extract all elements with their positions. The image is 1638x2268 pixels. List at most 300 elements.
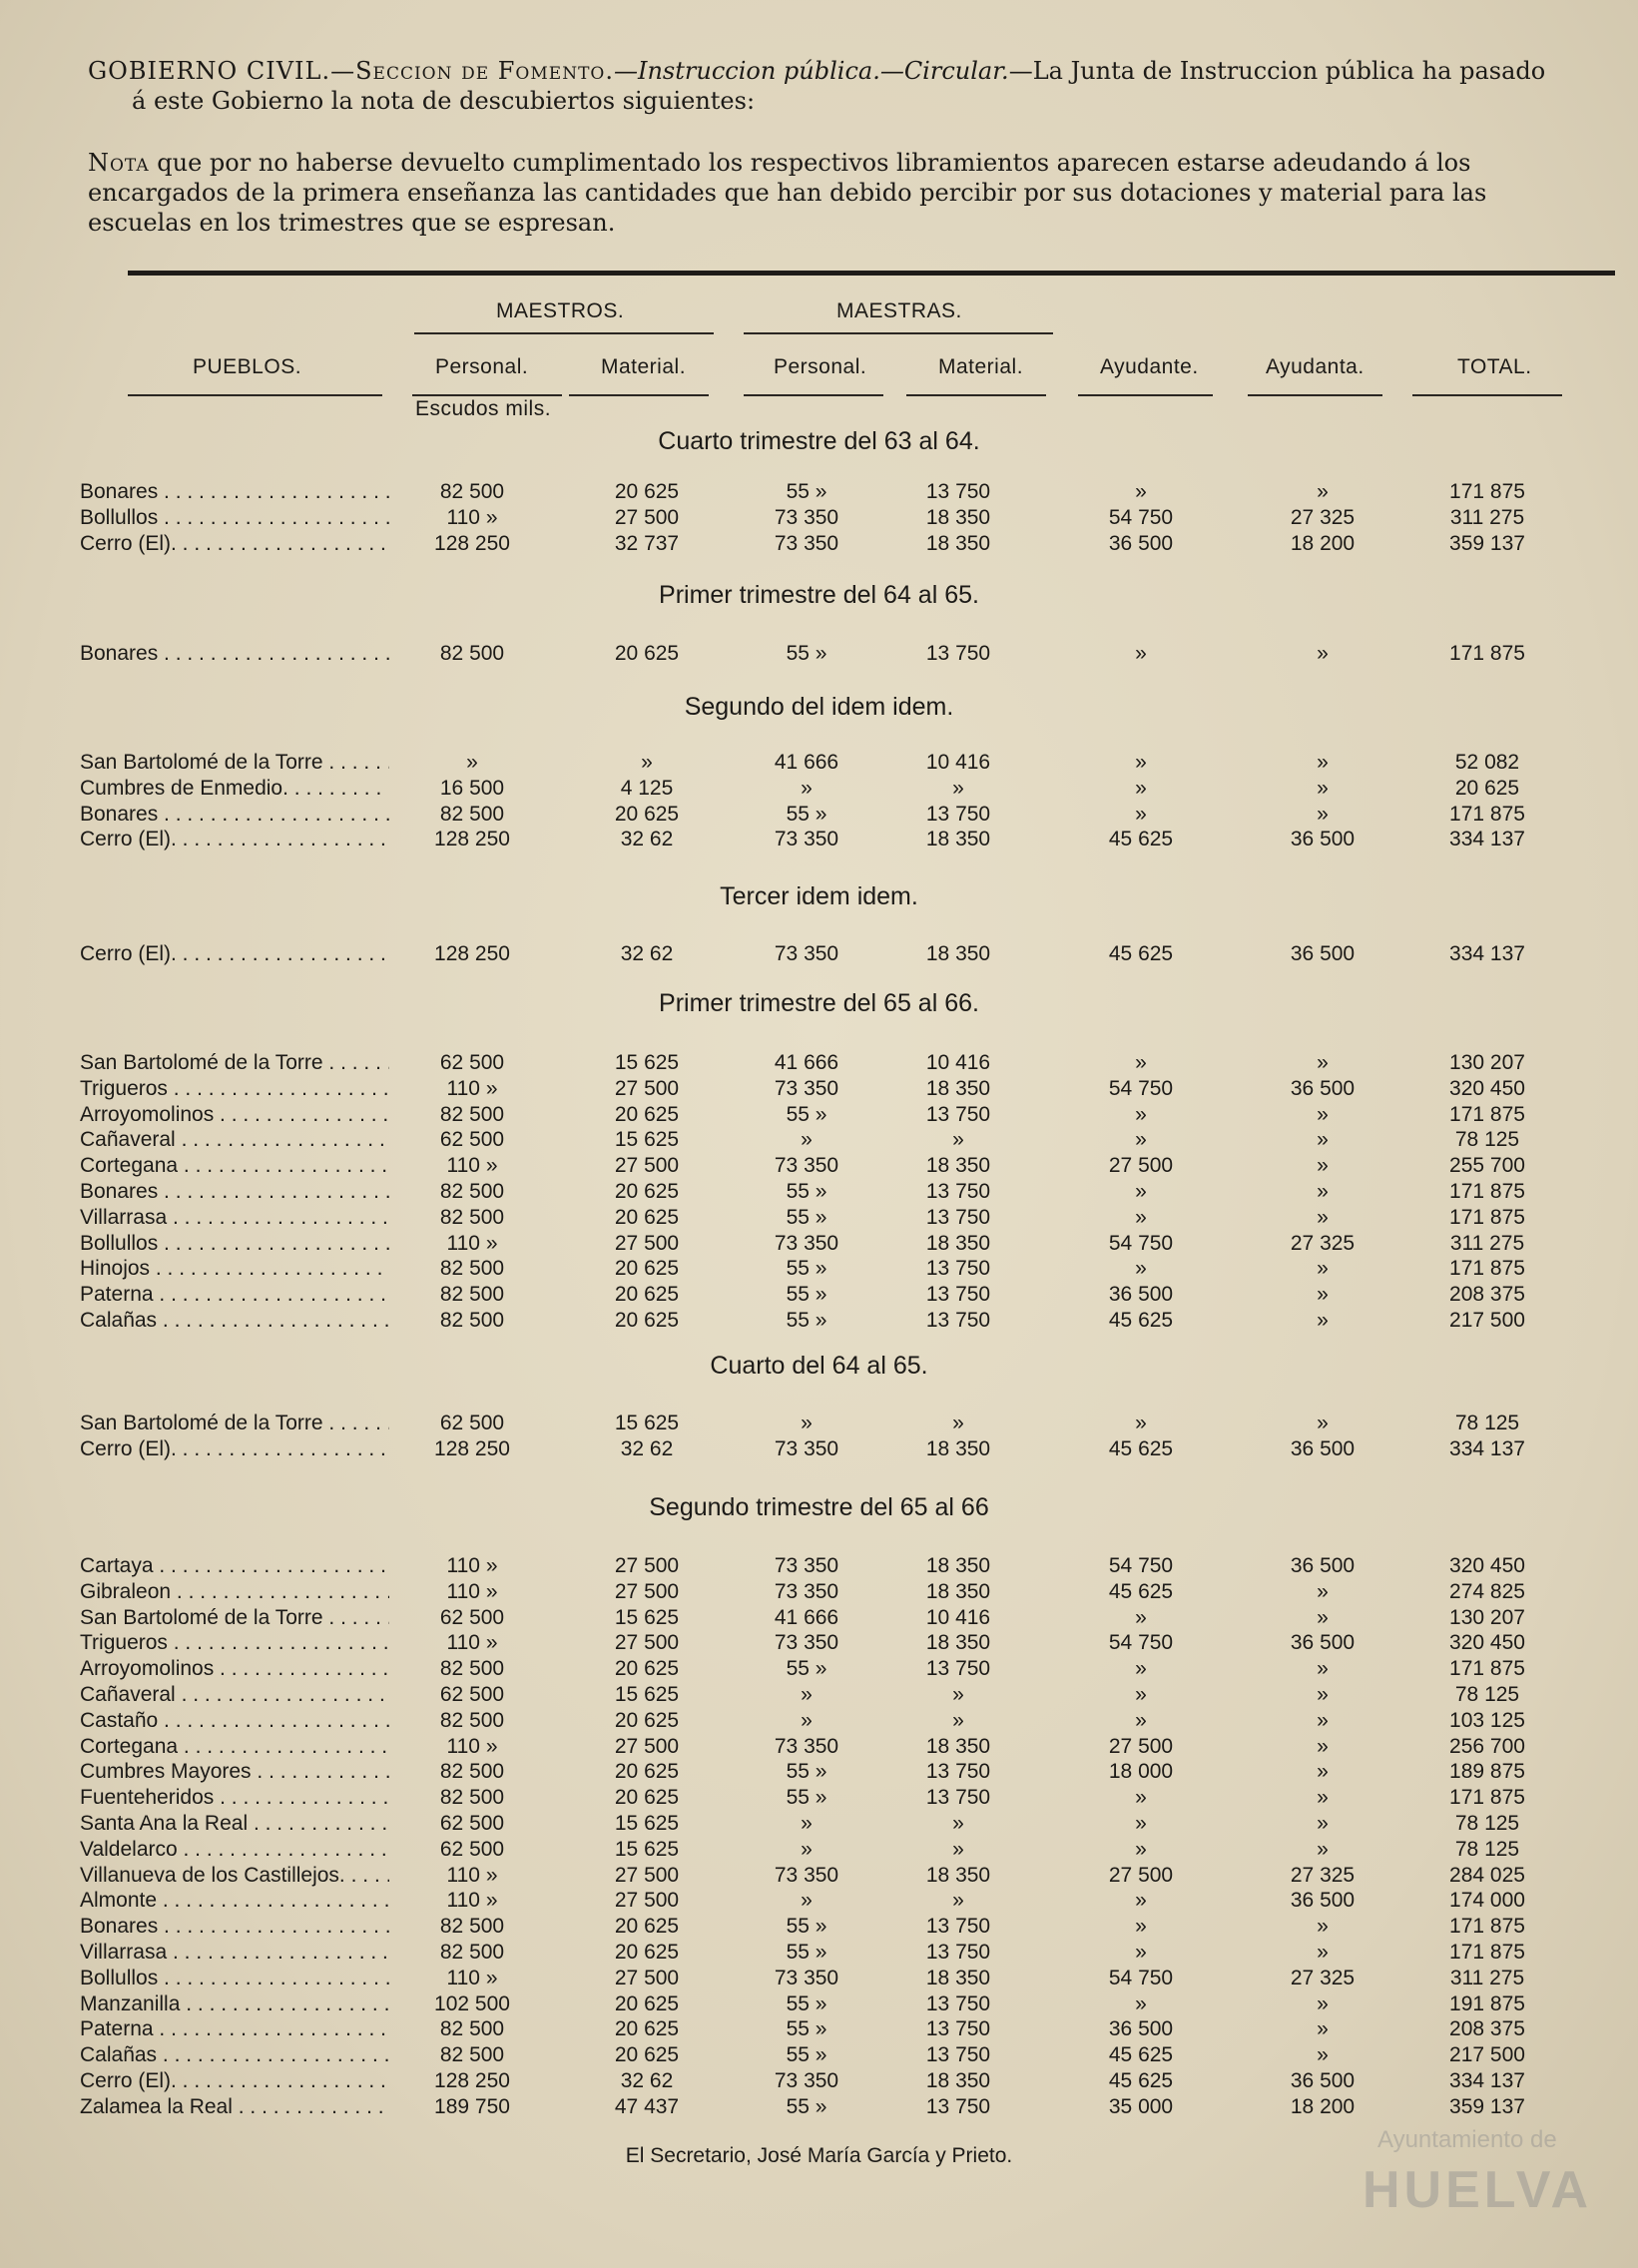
header-ayudante: Ayudante. <box>1100 355 1199 378</box>
intro-text-1: —La Junta de Instruccion pública ha pasado <box>1008 57 1546 85</box>
cell-town-name: San Bartolomé de la Torre . . . <box>80 1412 389 1435</box>
cell-ayudante: » <box>1135 1812 1147 1835</box>
table-row <box>0 1889 1638 1913</box>
cell-ayudante: » <box>1135 1206 1147 1229</box>
cell-ayudante: 54 750 <box>1108 1967 1174 1989</box>
cell-maestros-material: 27 500 <box>614 1967 680 1989</box>
cell-town-name: Cañaveral . . . <box>80 1128 389 1152</box>
cell-ayudanta: 18 200 <box>1290 2095 1356 2118</box>
cell-town-name: Valdelarco . . . <box>80 1838 389 1862</box>
cell-ayudanta: » <box>1317 1657 1329 1680</box>
cell-maestras-personal: 41 666 <box>774 1606 839 1629</box>
table-row <box>0 1257 1638 1281</box>
cell-total: 171 875 <box>1449 1786 1525 1809</box>
cell-ayudanta: 18 200 <box>1290 532 1356 555</box>
intro-section: Seccion de Fomento. <box>355 57 614 85</box>
cell-maestras-material: 13 750 <box>925 1180 991 1203</box>
cell-maestros-material: 15 625 <box>614 1128 680 1151</box>
cell-total: 334 137 <box>1449 942 1525 965</box>
cell-town-name: Bonares . . . <box>80 480 389 504</box>
header-total: TOTAL. <box>1457 355 1532 378</box>
cell-total: 255 700 <box>1449 1154 1525 1177</box>
cell-maestras-personal: 73 350 <box>774 1735 839 1758</box>
cell-town-name: Paterna . . . <box>80 2017 389 2041</box>
header-material-maestras: Material. <box>938 355 1024 378</box>
cell-maestras-material: 13 750 <box>925 1760 991 1783</box>
table-row <box>0 1941 1638 1965</box>
cell-maestros-personal: 82 500 <box>439 1915 505 1938</box>
cell-maestros-personal: 62 500 <box>439 1683 505 1706</box>
cell-maestros-personal: 102 500 <box>434 1992 510 2015</box>
cell-total: 359 137 <box>1449 2095 1525 2118</box>
cell-town-name: Trigueros . . . <box>80 1631 389 1655</box>
cell-ayudanta: 36 500 <box>1290 1889 1356 1912</box>
cell-maestros-personal: 82 500 <box>439 1206 505 1229</box>
cell-ayudante: 36 500 <box>1108 532 1174 555</box>
cell-town-name: San Bartolomé de la Torre . . . <box>80 1606 389 1630</box>
table-row <box>0 1735 1638 1759</box>
cell-maestros-material: 20 625 <box>614 1309 680 1332</box>
cell-ayudanta: » <box>1317 1128 1329 1151</box>
cell-maestros-personal: 62 500 <box>439 1838 505 1861</box>
cell-maestras-material: 18 350 <box>925 532 991 555</box>
cell-town-name: San Bartolomé de la Torre . . . <box>80 751 389 775</box>
cell-ayudante: 35 000 <box>1108 2095 1174 2118</box>
cell-maestras-material: 13 750 <box>925 1103 991 1126</box>
cell-ayudanta: » <box>1317 1580 1329 1603</box>
table-row <box>0 2095 1638 2119</box>
table-row <box>0 1631 1638 1655</box>
cell-maestras-material: 13 750 <box>925 2043 991 2066</box>
table-row <box>0 777 1638 801</box>
cell-maestros-personal: 82 500 <box>439 2017 505 2040</box>
cell-ayudanta: » <box>1317 1412 1329 1434</box>
cell-ayudanta: » <box>1317 1915 1329 1938</box>
header-personal-maestras: Personal. <box>774 355 867 378</box>
intro-lead: GOBIERNO CIVIL.— <box>88 57 356 85</box>
cell-ayudanta: 36 500 <box>1290 1077 1356 1100</box>
cell-maestros-material: 15 625 <box>614 1838 680 1861</box>
cell-maestros-material: 15 625 <box>614 1051 680 1074</box>
table-row <box>0 1709 1638 1733</box>
table-row <box>0 1760 1638 1784</box>
cell-ayudanta: » <box>1317 1812 1329 1835</box>
cell-maestros-material: 15 625 <box>614 1606 680 1629</box>
cell-town-name: San Bartolomé de la Torre . . . <box>80 1051 389 1075</box>
cell-town-name: Bonares . . . <box>80 1915 389 1939</box>
cell-maestros-personal: 128 250 <box>434 532 510 555</box>
cell-ayudante: 45 625 <box>1108 2069 1174 2092</box>
cell-maestros-personal: 110 » <box>446 1889 498 1912</box>
cell-maestras-material: 18 350 <box>925 1232 991 1255</box>
cell-maestros-material: 27 500 <box>614 1631 680 1654</box>
cell-maestros-material: 20 625 <box>614 642 680 665</box>
table-row <box>0 1051 1638 1075</box>
cell-maestras-personal: 73 350 <box>774 942 839 965</box>
cell-town-name: Cartaya . . . <box>80 1554 389 1578</box>
cell-maestras-personal: 55 » <box>786 1309 827 1332</box>
cell-ayudanta: » <box>1317 642 1329 665</box>
cell-ayudanta: » <box>1317 751 1329 774</box>
cell-ayudante: » <box>1135 642 1147 665</box>
cell-maestras-material: 13 750 <box>925 642 991 665</box>
cell-maestras-personal: 55 » <box>786 1786 827 1809</box>
table-row <box>0 1812 1638 1836</box>
cell-maestras-personal: 55 » <box>786 1992 827 2015</box>
cell-ayudanta: 36 500 <box>1290 828 1356 850</box>
cell-maestras-personal: 73 350 <box>774 1077 839 1100</box>
section-title: Cuarto del 64 al 65. <box>710 1352 928 1380</box>
table-row <box>0 1606 1638 1630</box>
cell-town-name: Cortegana . . . <box>80 1735 389 1759</box>
cell-maestros-material: 20 625 <box>614 1257 680 1280</box>
cell-town-name: Fuenteheridos . . . <box>80 1786 389 1810</box>
cell-maestros-material: 20 625 <box>614 803 680 826</box>
watermark-line-1: Ayuntamiento de <box>1377 2126 1557 2153</box>
table-row <box>0 506 1638 530</box>
table-row <box>0 1580 1638 1604</box>
section-title: Segundo del idem idem. <box>684 693 954 721</box>
cell-ayudante: » <box>1135 1257 1147 1280</box>
watermark-logo <box>1358 2126 1593 2236</box>
table-row <box>0 1838 1638 1862</box>
cell-maestros-personal: 110 » <box>446 1967 498 1989</box>
cell-total: 274 825 <box>1449 1580 1525 1603</box>
cell-maestras-personal: 73 350 <box>774 1967 839 1989</box>
cell-maestros-material: 27 500 <box>614 1554 680 1577</box>
cell-maestras-personal: 55 » <box>786 2043 827 2066</box>
cell-maestras-personal: 73 350 <box>774 1437 839 1460</box>
cell-ayudante: » <box>1135 1786 1147 1809</box>
cell-maestras-material: 13 750 <box>925 1657 991 1680</box>
cell-maestras-material: 18 350 <box>925 1154 991 1177</box>
cell-maestros-material: 32 62 <box>620 828 674 850</box>
cell-maestros-material: 20 625 <box>614 1760 680 1783</box>
cell-maestros-material: 20 625 <box>614 1283 680 1306</box>
cell-total: 52 082 <box>1454 751 1520 774</box>
cell-ayudanta: » <box>1317 1283 1329 1306</box>
cell-ayudante: 54 750 <box>1108 1232 1174 1255</box>
note-text: que por no haberse devuelto cumplimentado los respectivos libramientos aparecen estarse adeudando á los encargados de la primera enseñanza las cantidades que han debido percibir por sus dotaciones y material para las escuelas en los trimestres que se espresan. <box>88 149 1487 237</box>
cell-maestros-personal: 82 500 <box>439 1283 505 1306</box>
cell-ayudanta: » <box>1317 1606 1329 1629</box>
table-row <box>0 1554 1638 1578</box>
cell-total: 284 025 <box>1449 1864 1525 1887</box>
cell-ayudanta: 27 325 <box>1290 1232 1356 1255</box>
cell-ayudanta: 36 500 <box>1290 2069 1356 2092</box>
cell-ayudante: » <box>1135 1412 1147 1434</box>
table-row <box>0 1437 1638 1461</box>
cell-maestras-personal: 55 » <box>786 1206 827 1229</box>
cell-maestras-material: 13 750 <box>925 1283 991 1306</box>
cell-ayudante: » <box>1135 751 1147 774</box>
cell-total: 78 125 <box>1454 1838 1520 1861</box>
section-title: Tercer idem idem. <box>720 882 918 910</box>
cell-maestros-personal: 128 250 <box>434 1437 510 1460</box>
cell-total: 174 000 <box>1449 1889 1525 1912</box>
cell-town-name: Paterna . . . <box>80 1283 389 1307</box>
cell-maestros-material: 27 500 <box>614 1077 680 1100</box>
cell-ayudante: » <box>1135 777 1147 800</box>
cell-maestras-personal: 55 » <box>786 1657 827 1680</box>
header-maestras: MAESTRAS. <box>836 299 962 322</box>
table-row <box>0 942 1638 966</box>
cell-total: 334 137 <box>1449 2069 1525 2092</box>
cell-town-name: Bonares . . . <box>80 1180 389 1204</box>
cell-maestros-material: 47 437 <box>614 2095 680 2118</box>
cell-ayudante: 45 625 <box>1108 1309 1174 1332</box>
header-personal-maestros: Personal. <box>435 355 529 378</box>
cell-maestros-material: 4 125 <box>620 777 674 800</box>
cell-maestros-personal: 82 500 <box>439 803 505 826</box>
note-lead: Nota <box>88 149 150 177</box>
cell-ayudante: » <box>1135 803 1147 826</box>
cell-ayudanta: 36 500 <box>1290 1554 1356 1577</box>
table-row <box>0 1077 1638 1101</box>
cell-maestros-material: 27 500 <box>614 1232 680 1255</box>
cell-maestras-personal: 41 666 <box>774 1051 839 1074</box>
cell-ayudanta: » <box>1317 1992 1329 2015</box>
header-maestros: MAESTROS. <box>496 299 625 322</box>
cell-ayudanta: 27 325 <box>1290 1864 1356 1887</box>
cell-maestros-personal: » <box>466 751 478 774</box>
cell-total: 256 700 <box>1449 1735 1525 1758</box>
cell-total: 217 500 <box>1449 1309 1525 1332</box>
cell-total: 171 875 <box>1449 803 1525 826</box>
table-row <box>0 1915 1638 1939</box>
cell-maestros-personal: 82 500 <box>439 1103 505 1126</box>
cell-town-name: Trigueros . . . <box>80 1077 389 1101</box>
cell-town-name: Arroyomolinos . . . <box>80 1657 389 1681</box>
cell-maestros-personal: 82 500 <box>439 1941 505 1964</box>
cell-town-name: Cerro (El). . . . <box>80 942 389 966</box>
section-title: Primer trimestre del 65 al 66. <box>659 989 979 1017</box>
cell-town-name: Bonares . . . <box>80 642 389 666</box>
cell-maestros-personal: 82 500 <box>439 1760 505 1783</box>
intro-text-1-rest: á este Gobierno la nota de descubiertos siguientes: <box>132 87 756 115</box>
table-row <box>0 1128 1638 1152</box>
table-row <box>0 1786 1638 1810</box>
cell-maestras-personal: 73 350 <box>774 1232 839 1255</box>
table-row <box>0 803 1638 827</box>
cell-maestros-personal: 110 » <box>446 1735 498 1758</box>
cell-town-name: Castaño . . . <box>80 1709 389 1733</box>
cell-ayudante: » <box>1135 1606 1147 1629</box>
table-row <box>0 1283 1638 1307</box>
cell-maestras-personal: 55 » <box>786 803 827 826</box>
cell-maestros-material: 15 625 <box>614 1812 680 1835</box>
cell-maestras-personal: 73 350 <box>774 2069 839 2092</box>
cell-ayudanta: » <box>1317 2017 1329 2040</box>
cell-total: 171 875 <box>1449 1257 1525 1280</box>
cell-town-name: Cerro (El). . . . <box>80 2069 389 2093</box>
cell-ayudanta: 27 325 <box>1290 506 1356 529</box>
cell-ayudante: 45 625 <box>1108 828 1174 850</box>
table-row <box>0 480 1638 504</box>
cell-maestras-personal: » <box>801 1838 813 1861</box>
cell-maestros-material: 20 625 <box>614 1709 680 1732</box>
cell-town-name: Arroyomolinos . . . <box>80 1103 389 1127</box>
cell-maestras-material: 18 350 <box>925 1554 991 1577</box>
cell-maestras-material: 10 416 <box>925 751 991 774</box>
cell-maestros-personal: 82 500 <box>439 1257 505 1280</box>
cell-ayudante: » <box>1135 1128 1147 1151</box>
intro-topic: —Instruccion pública.—Circular. <box>613 57 1009 85</box>
cell-maestros-material: 27 500 <box>614 1580 680 1603</box>
table-row <box>0 1657 1638 1681</box>
cell-total: 208 375 <box>1449 1283 1525 1306</box>
section-title: Cuarto trimestre del 63 al 64. <box>658 427 980 455</box>
cell-ayudanta: 27 325 <box>1290 1967 1356 1989</box>
cell-maestros-personal: 189 750 <box>434 2095 510 2118</box>
cell-maestras-material: 18 350 <box>925 506 991 529</box>
cell-maestras-material: 18 350 <box>925 1077 991 1100</box>
cell-maestras-personal: 73 350 <box>774 1631 839 1654</box>
cell-ayudante: 54 750 <box>1108 1077 1174 1100</box>
cell-ayudanta: » <box>1317 1683 1329 1706</box>
cell-maestros-material: 20 625 <box>614 480 680 503</box>
cell-maestros-material: 32 62 <box>620 2069 674 2092</box>
cell-total: 171 875 <box>1449 1206 1525 1229</box>
cell-maestras-personal: 55 » <box>786 1283 827 1306</box>
table-row <box>0 1992 1638 2016</box>
table-row <box>0 1967 1638 1990</box>
cell-maestras-material: 13 750 <box>925 1309 991 1332</box>
cell-ayudanta: » <box>1317 1180 1329 1203</box>
cell-maestros-material: 27 500 <box>614 506 680 529</box>
cell-ayudanta: » <box>1317 803 1329 826</box>
cell-maestras-material: 10 416 <box>925 1606 991 1629</box>
cell-maestras-material: 13 750 <box>925 1941 991 1964</box>
cell-ayudante: 36 500 <box>1108 1283 1174 1306</box>
table-row <box>0 1103 1638 1127</box>
cell-town-name: Cerro (El). . . . <box>80 532 389 556</box>
cell-maestras-material: » <box>952 1709 964 1732</box>
cell-maestras-personal: 73 350 <box>774 1554 839 1577</box>
cell-maestras-material: 13 750 <box>925 1915 991 1938</box>
cell-ayudante: 36 500 <box>1108 2017 1174 2040</box>
cell-town-name: Villarrasa . . . <box>80 1206 389 1230</box>
cell-maestras-personal: » <box>801 1889 813 1912</box>
table-row <box>0 1309 1638 1333</box>
cell-maestras-personal: 73 350 <box>774 506 839 529</box>
cell-maestras-material: » <box>952 1889 964 1912</box>
cell-ayudanta: » <box>1317 1709 1329 1732</box>
table-row <box>0 1154 1638 1178</box>
cell-maestras-personal: 55 » <box>786 480 827 503</box>
cell-ayudante: 45 625 <box>1108 1437 1174 1460</box>
cell-total: 334 137 <box>1449 1437 1525 1460</box>
cell-ayudanta: » <box>1317 1838 1329 1861</box>
cell-maestras-material: 18 350 <box>925 1437 991 1460</box>
table-row <box>0 828 1638 851</box>
cell-maestros-material: » <box>641 751 653 774</box>
cell-ayudante: 45 625 <box>1108 942 1174 965</box>
signature-line: El Secretario, José María García y Prieto. <box>625 2144 1013 2167</box>
section-title: Primer trimestre del 64 al 65. <box>659 581 979 609</box>
cell-maestras-personal: 55 » <box>786 1103 827 1126</box>
cell-maestras-material: 18 350 <box>925 1735 991 1758</box>
table-row <box>0 1683 1638 1707</box>
cell-maestras-material: 13 750 <box>925 1206 991 1229</box>
cell-maestras-material: 10 416 <box>925 1051 991 1074</box>
cell-town-name: Bonares . . . <box>80 803 389 827</box>
cell-maestros-personal: 82 500 <box>439 1709 505 1732</box>
cell-maestros-material: 20 625 <box>614 1786 680 1809</box>
table-row <box>0 751 1638 775</box>
cell-maestras-personal: 55 » <box>786 2017 827 2040</box>
cell-town-name: Santa Ana la Real . . . <box>80 1812 389 1836</box>
table-row <box>0 1206 1638 1230</box>
cell-maestros-material: 27 500 <box>614 1154 680 1177</box>
cell-maestras-personal: » <box>801 1412 813 1434</box>
cell-maestros-material: 20 625 <box>614 1657 680 1680</box>
cell-town-name: Manzanilla . . . <box>80 1992 389 2016</box>
cell-total: 78 125 <box>1454 1683 1520 1706</box>
cell-maestros-personal: 82 500 <box>439 2043 505 2066</box>
section-title: Segundo trimestre del 65 al 66 <box>649 1493 989 1521</box>
cell-maestros-material: 20 625 <box>614 1992 680 2015</box>
cell-ayudante: 27 500 <box>1108 1154 1174 1177</box>
cell-maestros-personal: 82 500 <box>439 642 505 665</box>
cell-town-name: Villarrasa . . . <box>80 1941 389 1965</box>
cell-ayudanta: » <box>1317 1154 1329 1177</box>
cell-maestras-personal: 73 350 <box>774 1154 839 1177</box>
cell-ayudante: » <box>1135 1992 1147 2015</box>
cell-maestros-material: 20 625 <box>614 1915 680 1938</box>
cell-total: 189 875 <box>1449 1760 1525 1783</box>
cell-maestras-personal: 55 » <box>786 1180 827 1203</box>
cell-total: 78 125 <box>1454 1812 1520 1835</box>
cell-maestros-personal: 16 500 <box>439 777 505 800</box>
cell-maestras-material: » <box>952 1128 964 1151</box>
table-row <box>0 1232 1638 1256</box>
cell-total: 171 875 <box>1449 480 1525 503</box>
cell-maestras-material: 13 750 <box>925 480 991 503</box>
cell-total: 208 375 <box>1449 2017 1525 2040</box>
cell-maestros-personal: 82 500 <box>439 480 505 503</box>
cell-town-name: Cortegana . . . <box>80 1154 389 1178</box>
cell-total: 171 875 <box>1449 642 1525 665</box>
cell-total: 171 875 <box>1449 1180 1525 1203</box>
cell-town-name: Cumbres de Enmedio. . . . <box>80 777 389 801</box>
cell-maestros-personal: 128 250 <box>434 942 510 965</box>
cell-maestras-material: 13 750 <box>925 2095 991 2118</box>
table-row <box>0 2017 1638 2041</box>
cell-ayudante: » <box>1135 1180 1147 1203</box>
cell-maestras-personal: » <box>801 1683 813 1706</box>
cell-maestros-material: 20 625 <box>614 2043 680 2066</box>
cell-maestros-material: 20 625 <box>614 1103 680 1126</box>
cell-ayudante: » <box>1135 1941 1147 1964</box>
table-row <box>0 1180 1638 1204</box>
cell-ayudante: » <box>1135 1709 1147 1732</box>
cell-maestros-material: 32 737 <box>614 532 680 555</box>
cell-maestros-personal: 110 » <box>446 1580 498 1603</box>
cell-total: 311 275 <box>1449 1232 1525 1255</box>
cell-maestras-personal: 55 » <box>786 1760 827 1783</box>
cell-total: 78 125 <box>1454 1128 1520 1151</box>
cell-ayudante: 27 500 <box>1108 1735 1174 1758</box>
cell-maestros-material: 20 625 <box>614 1206 680 1229</box>
cell-town-name: Bollullos . . . <box>80 1967 389 1990</box>
cell-total: 191 875 <box>1449 1992 1525 2015</box>
cell-total: 103 125 <box>1449 1709 1525 1732</box>
cell-maestros-material: 20 625 <box>614 2017 680 2040</box>
cell-total: 171 875 <box>1449 1657 1525 1680</box>
cell-ayudante: 45 625 <box>1108 1580 1174 1603</box>
cell-maestras-personal: » <box>801 1709 813 1732</box>
